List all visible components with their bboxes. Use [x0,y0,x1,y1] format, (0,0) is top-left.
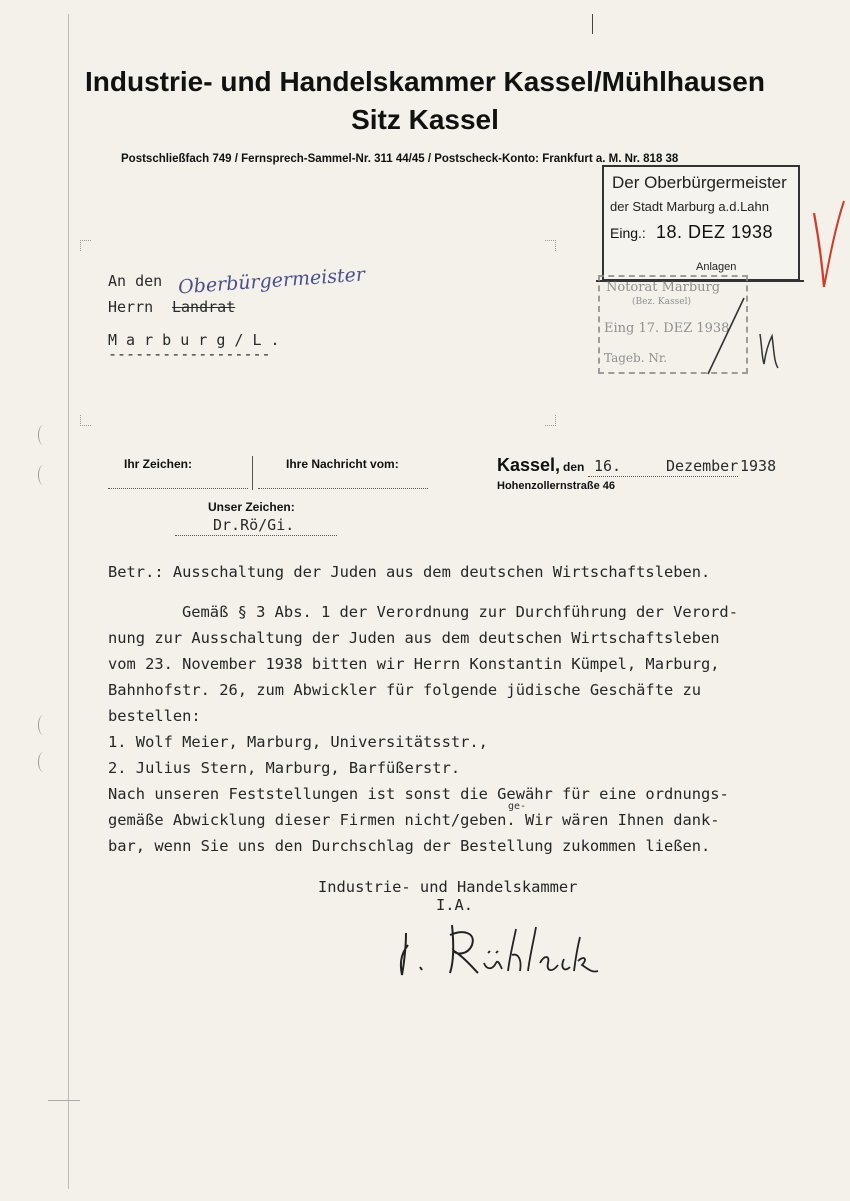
unser-zeichen-label: Unser Zeichen: [208,500,295,514]
address-window-corner [80,415,91,426]
ihr-zeichen-label: Ihr Zeichen: [124,457,193,471]
punch-hole [38,425,49,445]
stamp-city: der Stadt Marburg a.d.Lahn [610,199,769,214]
date-dotted-line [588,476,738,477]
date-month: Dezember [666,457,739,475]
closing-organization: Industrie- und Handelskammer [318,878,578,896]
address-an-den: An den [108,272,163,290]
address-window-corner [545,415,556,426]
place: Kassel, [497,455,561,475]
address-herrn: Herrn [108,298,154,316]
address-window-corner [80,240,91,251]
body-line-7: gemäße Abwicklung dieser Firmen nicht/geben. Wir wären Ihnen dank- [108,811,720,829]
subject-line: Betr.: Ausschaltung der Juden aus dem deutschen Wirtschaftsleben. [108,563,711,581]
unser-zeichen-value: Dr.Rö/Gi. [213,516,295,534]
body-line-4: Bahnhofstr. 26, zum Abwickler für folgende jüdische Geschäfte zu [108,681,702,699]
letterhead-subtitle: Sitz Kassel [351,104,499,135]
stamp2-tageb: Tageb. Nr. [604,351,668,365]
body-line-8: bar, wenn Sie uns den Durchschlag der Bestellung zukommen ließen. [108,837,711,855]
punch-hole [38,752,49,772]
address-handwritten-title: Oberbürgermeister [177,263,366,299]
address-struck-title: Landrat [172,298,236,316]
reference-divider [252,456,253,490]
address-city: M a r b u r g / L . [108,331,280,349]
punch-hole [38,465,49,485]
received-stamp [602,165,800,281]
pencil-check-mark [700,290,790,380]
address-window-corner [545,240,556,251]
ihre-nachricht-label: Ihre Nachricht vom: [286,457,399,471]
punch-hole [38,715,49,735]
fold-mark-bottom [48,1100,80,1101]
body-line-3: vom 23. November 1938 bitten wir Herrn Konstantin Kümpel, Marburg, [108,655,720,673]
typed-insertion: ge- [508,801,527,812]
unser-zeichen-line [175,535,337,536]
stamp-date: 18. DEZ 1938 [656,222,774,242]
body-line-1: Gemäß § 3 Abs. 1 der Verordnung zur Durchführung der Verord- [182,603,738,621]
date-day: 16. [594,457,622,475]
stamp2-date: Eing 17. DEZ 1938 [604,321,730,336]
date-year: 1938 [740,457,777,475]
ihr-zeichen-line [108,488,248,489]
signature-image [392,915,612,985]
letterhead-title: Industrie- und Handelskammer Kassel/Mühlhausen [85,66,765,97]
body-line-2: nung zur Ausschaltung der Juden aus dem deutschen Wirtschaftsleben [108,629,720,647]
margin-rule [68,14,69,1189]
address-underline: ------------------ [108,345,271,363]
stamp2-office: Notorat Marburg [606,280,721,295]
letterhead-contact: Postschließfach 749 / Fernsprech-Sammel-Nr. 311 44/45 / Postscheck-Konto: Frankfurt a. M. Nr. 818 38 [121,153,679,165]
ihre-nachricht-line [258,488,428,489]
stamp-anlagen: Anlagen [696,261,737,273]
stamp2-district: (Bez. Kassel) [632,297,691,307]
red-pencil-mark [808,195,850,295]
body-line-6: Nach unseren Feststellungen ist sonst die Gewähr für eine ordnungs- [108,785,729,803]
list-item-2: 2. Julius Stern, Marburg, Barfüßerstr. [108,759,461,777]
list-item-1: 1. Wolf Meier, Marburg, Universitätsstr., [108,733,488,751]
closing-ia: I.A. [436,896,474,914]
stamp-eing-label: Eing.: [610,225,646,241]
street-address: Hohenzollernstraße 46 [497,480,615,492]
fold-mark [592,14,593,34]
date-den: den [563,460,585,474]
stamp-authority: Der Oberbürgermeister [612,173,787,192]
body-line-5: bestellen: [108,707,201,725]
